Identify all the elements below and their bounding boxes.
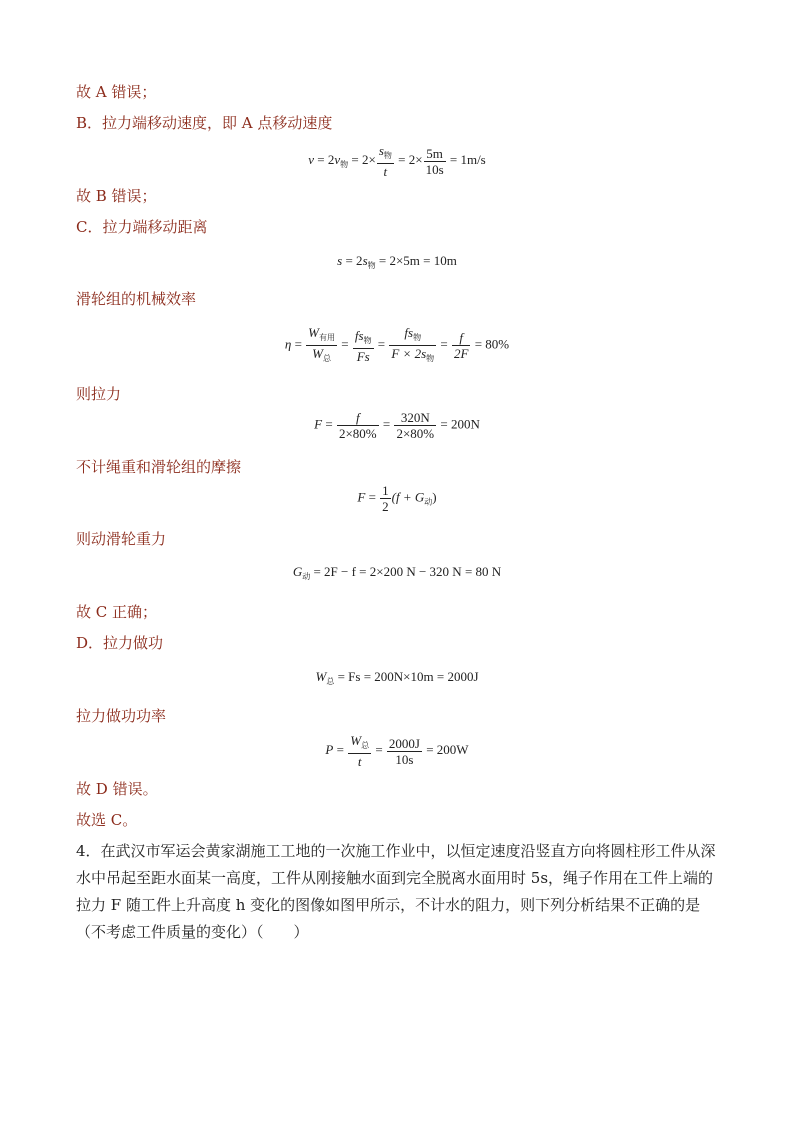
fraction: $\frac{W_总}{t}$ — [350, 733, 370, 769]
text-choose: 故选 C。 — [76, 811, 138, 829]
text-power: 拉力做功功率 — [76, 707, 167, 725]
fraction: $\frac{fs_物}{F \times 2s_物}$ — [391, 325, 435, 363]
fraction: $\frac{2000J}{10s}$ — [388, 735, 420, 767]
text-b-wrong: 故 B 错误； — [76, 187, 157, 205]
fraction: $\frac{320N}{2\times 80\%}$ — [396, 410, 435, 441]
equation-velocity: $v = 2v_物 = 2\times$ $\frac{s_物}{t}$ = 2× $\frac{5m}{10s}$ = 1m/s — [308, 143, 486, 179]
text-no-friction: 不计绳重和滑轮组的摩擦 — [76, 458, 242, 476]
fraction: $\frac{W_{有用}}{W_总}$ — [308, 325, 336, 363]
question-4: 4．在武汉市军运会黄家湖施工工地的一次施工作业中，以恒定速度沿竖直方向将圆柱形工件从深水中吊起至距水面某一高度，工件从刚接触水面到完全脱离水面用时 5s，绳子作用在工件上端的拉力 F 随工件上升高度 h 变化的图像如图甲所示，不计水的阻力，则下列分析结果不正确的是（不考虑工件质量的变化）（ ） — [76, 842, 716, 941]
text-a-wrong: 故 A 错误； — [76, 83, 157, 101]
text-d-wrong: 故 D 错误。 — [76, 780, 158, 798]
equation-distance: $s = 2s_物 = 2\times 5m = 10m$ — [337, 253, 457, 270]
equation-efficiency: η = $\frac{W_{有用}}{W_总}$ = $\frac{fs_物}{Fs}$ = $\frac{fs_物}{F \times 2s_物}$ = $\frac{f}{2F}$ = 80% — [0, 325, 794, 366]
text-c-title: C．拉力端移动距离 — [76, 218, 208, 236]
equation-force: F = $\frac{f}{2\times 80\%}$ = $\frac{320N}{2\times 80\%}$ = 200N — [314, 410, 480, 441]
fraction: $\frac{f}{2F}$ — [454, 330, 469, 361]
equation-weight: $G_动 = 2F - f = 2\times 200$ N − 320 N = 80 N — [292, 564, 502, 581]
text-efficiency: 滑轮组的机械效率 — [76, 290, 197, 308]
fraction: $\frac{5m}{10s}$ — [425, 145, 444, 177]
fraction: $\frac{1}{2}$ — [382, 483, 389, 514]
text-b-title: B．拉力端移动速度，即 A 点移动速度 — [76, 114, 333, 132]
equation-half: F = $\frac{1}{2}$ $(f + G_动)$ — [357, 483, 437, 514]
text-c-correct: 故 C 正确； — [76, 603, 158, 621]
fraction: $\frac{f}{2\times 80\%}$ — [338, 410, 377, 441]
equation-work: $W_总 = Fs = 200N\times 10m = 2000J$ — [315, 669, 479, 686]
equation-power: P = $\frac{W_总}{t}$ = $\frac{2000J}{10s}$ = 200W — [325, 733, 469, 769]
text-d-title: D．拉力做功 — [76, 634, 164, 652]
text-then-weight: 则动滑轮重力 — [76, 530, 167, 548]
text-then-force: 则拉力 — [76, 385, 122, 403]
fraction: $\frac{s_物}{t}$ — [378, 143, 392, 179]
fraction: $\frac{fs_物}{Fs}$ — [354, 327, 372, 364]
